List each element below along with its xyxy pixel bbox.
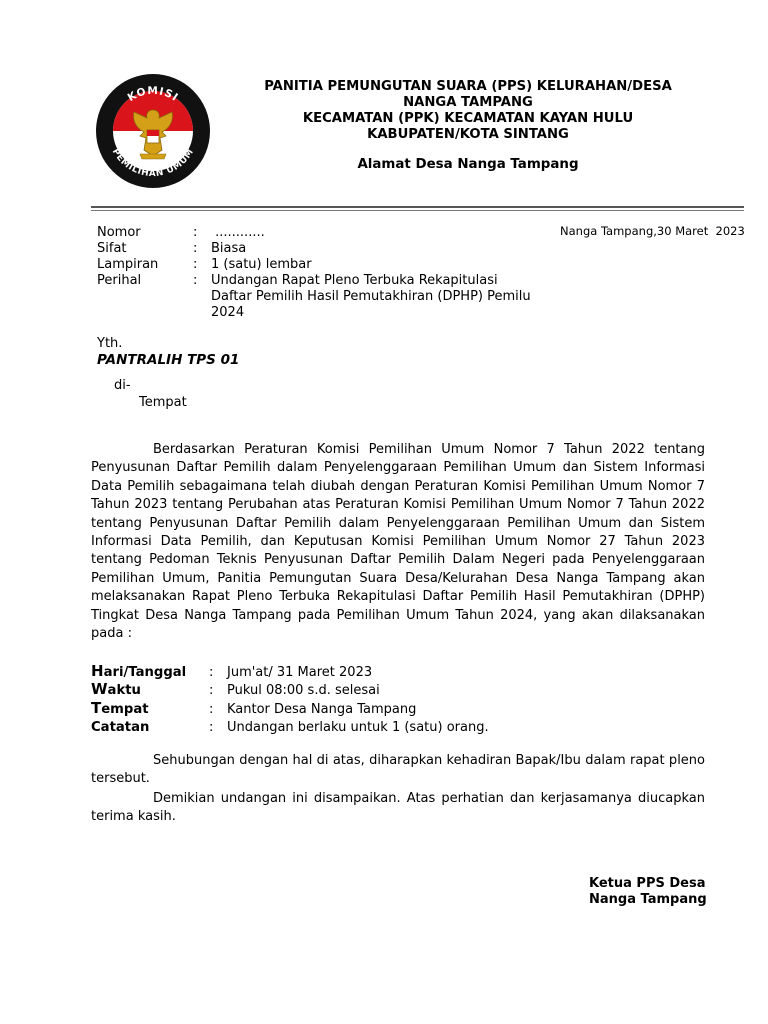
meta-row-lampiran	[97, 257, 571, 273]
schedule-label-rest: empat	[101, 701, 149, 717]
schedule-row-place	[91, 698, 489, 717]
schedule-value: Kantor Desa Nanga Tampang	[227, 701, 417, 717]
kpu-logo	[94, 72, 212, 190]
letter-meta	[97, 225, 571, 321]
recipient-place: Tempat	[139, 395, 187, 410]
schedule-label	[91, 717, 209, 735]
meta-label: Perihal	[97, 273, 142, 288]
meta-colon: :	[193, 225, 198, 240]
salutation: Yth.	[97, 336, 123, 351]
schedule-value: Pukul 08:00 s.d. selesai	[227, 683, 380, 698]
schedule	[91, 661, 489, 735]
meta-colon: :	[193, 273, 198, 288]
meta-value: Biasa	[211, 241, 247, 256]
meta-value: Undangan Rapat Pleno Terbuka Rekapitulasi Daftar Pemilih Hasil Pemutakhiran (DPHP) Pemilu 2024	[211, 273, 531, 320]
letterhead-address: Alamat Desa Nanga Tampang	[357, 157, 579, 172]
header-divider-thin	[91, 210, 744, 211]
meta-row-perihal	[97, 273, 571, 321]
recipient-di: di-	[114, 378, 131, 393]
schedule-label-rest: ari/Tanggal	[103, 664, 187, 680]
meta-colon: :	[193, 257, 198, 272]
schedule-label-rest: aktu	[107, 683, 141, 698]
schedule-label	[91, 680, 209, 698]
letterhead-line-1: PANITIA PEMUNGUTAN SUARA (PPS) KELURAHAN/DESA	[264, 79, 672, 94]
signature-place: Nanga Tampang	[589, 892, 707, 907]
letterhead	[230, 79, 706, 173]
logo-text-top: KOMISI	[125, 84, 181, 105]
schedule-label	[91, 699, 209, 717]
body-paragraph-2: Sehubungan dengan hal di atas, diharapkan kehadiran Bapak/Ibu dalam rapat pleno tersebut.	[91, 753, 705, 787]
schedule-colon: :	[209, 720, 214, 735]
letter-date: Nanga Tampang,30 Maret 2023	[560, 224, 745, 238]
meta-label: Nomor	[97, 225, 141, 240]
schedule-label	[91, 662, 209, 680]
schedule-value: Undangan berlaku untuk 1 (satu) orang.	[227, 720, 489, 735]
meta-label: Lampiran	[97, 257, 159, 272]
meta-value: 1 (satu) lembar	[211, 257, 312, 272]
schedule-label-initial: W	[91, 680, 108, 698]
logo-text-bottom: PEMILIHAN UMUM	[109, 147, 197, 180]
header-divider-thick	[91, 206, 744, 208]
schedule-label-rest: Catatan	[91, 720, 150, 735]
schedule-colon: :	[209, 701, 214, 717]
letterhead-line-2: NANGA TAMPANG	[403, 95, 533, 110]
meta-value: ............	[211, 225, 265, 240]
schedule-label-initial: H	[91, 661, 104, 680]
letterhead-line-4: KABUPATEN/KOTA SINTANG	[367, 127, 569, 142]
body-paragraph-1: Berdasarkan Peraturan Komisi Pemilihan Umum Nomor 7 Tahun 2022 tentang Penyusunan Daftar Pemilih dalam Penyelenggaraan Pemilihan Umum dan Sistem Informasi Data Pemilih sebagaimana telah diubah dengan Peraturan Komisi Pemilihan Umum Nomor 7 Tahun 2023 tentang Perubahan atas Peraturan Komisi Pemilihan Umum Nomor 7 Tahun 2022 tentang Penyusunan Daftar Pemilih dalam Penyelenggaraan Pemilihan Umum dan Sistem Informasi Data Pemilih, dan Keputusan Komisi Pemilihan Umum Nomor 27 Tahun 2023 tentang Pedoman Teknis Penyusunan Daftar Pemilih Dalam Negeri pada Penyelenggaraan Pemilihan Umum, Panitia Pemungutan Suara Desa/Kelurahan Desa Nanga Tampang akan melaksanakan Rapat Pleno Terbuka Rekapitulasi Daftar Pemilih Hasil Pemutakhiran (DPHP) Tingkat Desa Nanga Tampang pada Pemilihan Umum Tahun 2024, yang akan dilaksanakan pada :	[91, 442, 705, 642]
schedule-row-time	[91, 680, 489, 699]
schedule-colon: :	[209, 664, 214, 680]
meta-colon: :	[193, 241, 198, 256]
meta-row-sifat	[97, 241, 571, 257]
schedule-row-note	[91, 717, 489, 736]
meta-row-nomor	[97, 225, 571, 241]
signature-block	[589, 876, 707, 908]
letterhead-line-3: KECAMATAN (PPK) KECAMATAN KAYAN HULU	[302, 111, 634, 126]
schedule-value: Jum'at/ 31 Maret 2023	[227, 664, 373, 680]
signature-title: Ketua PPS Desa	[589, 876, 706, 891]
schedule-label-initial: T	[91, 698, 102, 717]
meta-label: Sifat	[97, 241, 127, 256]
recipient: PANTRALIH TPS 01	[97, 352, 240, 368]
schedule-row-date	[91, 661, 489, 680]
schedule-colon: :	[209, 683, 214, 698]
body-paragraph-3: Demikian undangan ini disampaikan. Atas perhatian dan kerjasamanya diucapkan terima kasih.	[91, 791, 705, 825]
